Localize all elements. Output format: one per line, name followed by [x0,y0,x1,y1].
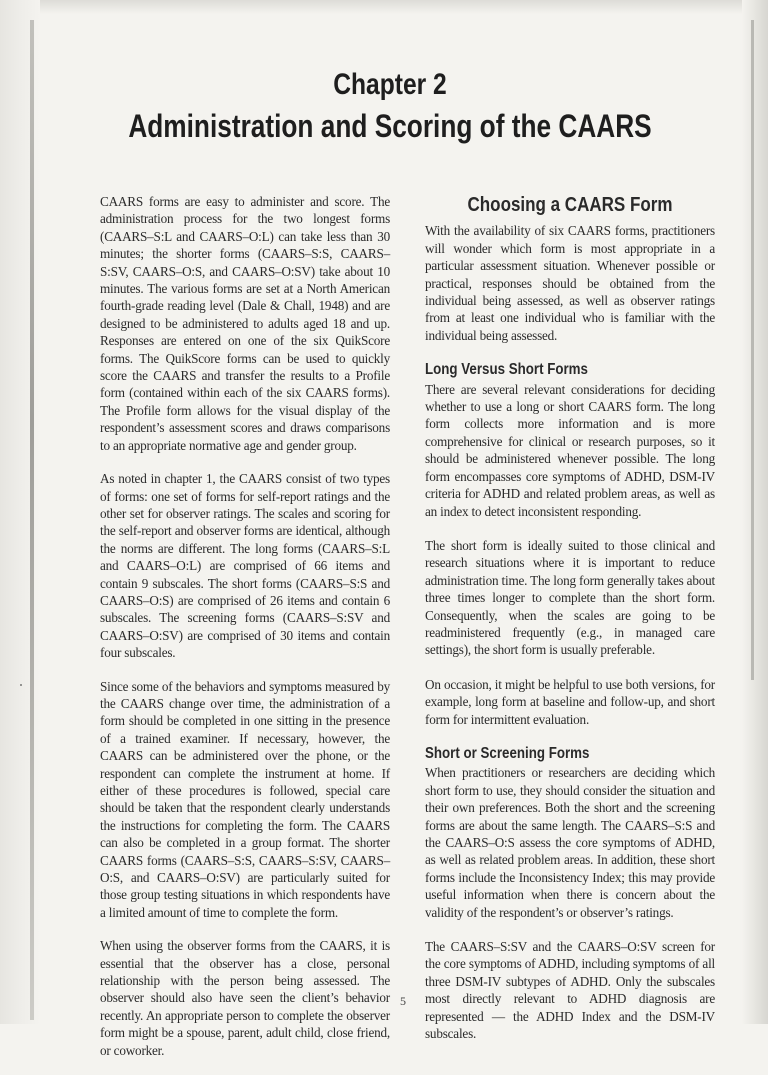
long-short-paragraph-1: There are several relevant considerations for deciding whether to use a long or short CAARS form. The long form collects more information and is more comprehensive for clinical or research purposes, so it should be administered whenever possible. The long form encompasses core symptoms of ADHD, DSM-IV criteria for ADHD and related problem areas, as well as an index to detect inconsistent responding. [425,381,715,519]
left-paragraph-1: CAARS forms are easy to administer and score. The administration process for the two longest forms (CAARS–S:L and CAARS–O:L) can take less than 30 minutes; the shorter forms (CAARS–S:S, CAARS–S:SV, CAARS–O:S, and CAARS–O:SV) take about 10 minutes. The various forms are set at a North American fourth-grade reading level (Dale & Chall, 1948) and are designed to be administered to adults aged 18 and up. Responses are entered on one of the six QuikScore forms. The QuikScore forms can be used to quickly score the CAARS and transfer the results to a Profile form (contained within each of the six CAARS forms). The Profile form allows for the visual display of the respondent’s assessment scores and draws comparisons to an appropriate normative age and gender group. [100,194,390,453]
section-intro: With the availability of six CAARS forms, practitioners will wonder which form is most appropriate in a particular assessment situation. Whenever possible or practical, responses should be obtained from the individual being assessed, as well as observer ratings from at least one individual who is familiar with the individual being assessed. [425,223,715,343]
long-short-paragraph-2: The short form is ideally suited to those clinical and research situations where it is important to reduce administration time. The long form generally takes about three times longer to complete than the short form. Consequently, when the scales are going to be readministered frequently (e.g., in managed care settings), the short form is usually preferable. [425,537,715,658]
left-paragraph-4: When using the observer forms from the CAARS, it is essential that the observer has a close, personal relationship with the person being assessed. The observer should also have seen the client’s behavior recently. An appropriate person to complete the observer form might be a spouse, parent, adult child, close friend, or coworker. [100,938,390,1058]
long-short-paragraph-3: On occasion, it might be helpful to use both versions, for example, long form at baseline and follow-up, and short form for intermittent evaluation. [425,676,715,727]
chapter-number: Chapter 2 [333,68,447,101]
left-paragraph-3: Since some of the behaviors and symptoms measured by the CAARS change over time, the administration of a form should be completed in one sitting in the presence of a trained examiner. If necessary, however, the CAARS can be administered over the phone, or the respondent can complete the instrument at home. If either of these procedures is followed, special care should be taken that the respondent clearly understands the instructions for completing the form. The CAARS can also be completed in a group format. The shorter CAARS forms (CAARS–S:S, CAARS–S:SV, CAARS–O:S, and CAARS–O:SV) are particularly suited for those group testing situations in which respondents have a limited amount of time to complete the form. [100,678,390,920]
section-heading: Choosing a CAARS Form [467,194,673,216]
scan-top-edge [0,0,768,14]
left-column [100,193,390,1075]
binding-shadow [30,20,34,1020]
right-column [425,193,715,1059]
subsection-heading-short-screening: Short or Screening Forms [425,744,590,762]
left-paragraph-2: As noted in chapter 1, the CAARS consist of two types of forms: one set of forms for self-report ratings and the other set for observer ratings. The scales and scoring for the self-report and observer forms are identical, although the norms are different. The long forms (CAARS–S:L and CAARS–O:L) are comprised of 66 items and contain 9 subscales. The short forms (CAARS–S:S and CAARS–O:S) are comprised of 26 items and contain 6 subscales. The screening forms (CAARS–S:SV and CAARS–O:SV) are comprised of 30 items and contain four subscales. [100,471,390,661]
scan-right-edge [742,0,768,1024]
subsection-heading-long-short: Long Versus Short Forms [425,361,588,379]
short-screening-paragraph-1: When practitioners or researchers are deciding which short form to use, they should consider the situation and their own preferences. Both the short and the screening forms are about the same length. The CAARS–S:S and the CAARS–O:S assess the core symptoms of ADHD, as well as related problem areas. In addition, these short forms include the Inconsistency Index; this may provide useful information when there is concern about the validity of the respondent’s or observer’s ratings. [425,765,715,920]
short-screening-paragraph-2: The CAARS–S:SV and the CAARS–O:SV screen for the core symptoms of ADHD, including symptoms of all three DSM-IV subtypes of ADHD. Only the subscales most directly relevant to ADHD diagnosis are represented — the ADHD Index and the DSM-IV subscales. [425,939,715,1042]
scan-speck [20,684,22,686]
scan-left-edge [0,0,40,1024]
chapter-title: Administration and Scoring of the CAARS [128,108,652,144]
right-edge-shadow [751,20,754,680]
page-number: 5 [400,994,406,1008]
